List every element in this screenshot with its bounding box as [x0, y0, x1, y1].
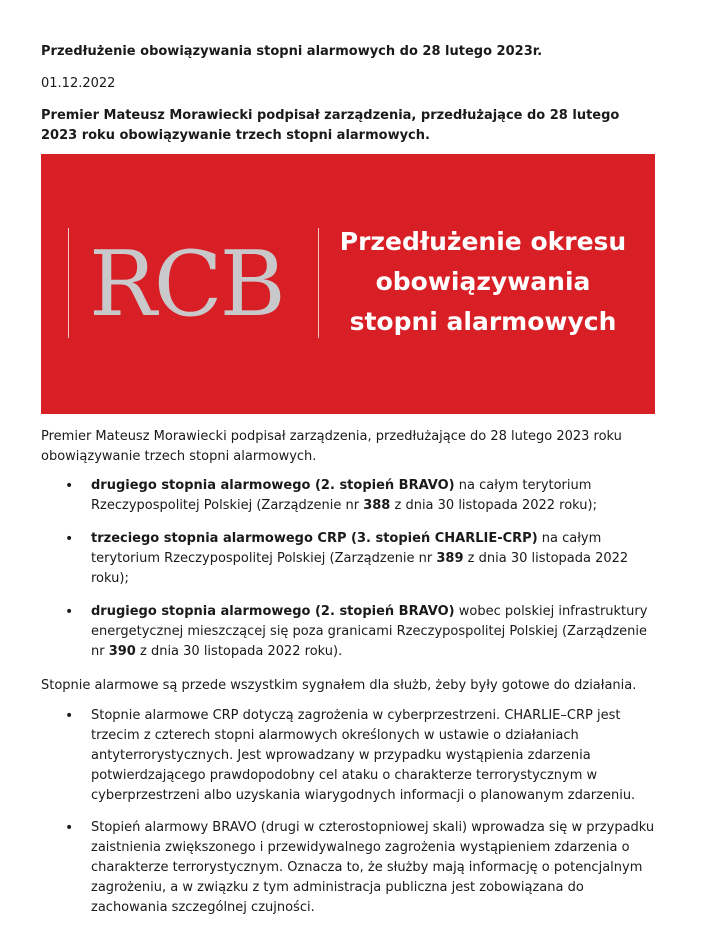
banner-headline — [333, 222, 633, 342]
banner-line-2: obowiązywania — [375, 267, 591, 296]
order-number: 388 — [363, 498, 391, 513]
document-date: 01.12.2022 — [41, 76, 116, 91]
orders-list — [41, 476, 661, 675]
list-item: • Stopnie alarmowe CRP dotyczą zagrożenia w cyberprzestrzeni. CHARLIE–CRP jest trzecim z czterech stopni alarmowych określonych w ustawie o działaniach antyterrorystycznych. Jest wprowadzany w przypadku wystąpienia zdarzenia potwierdzającego prawdopodobny cel ataku o charakterze terrorystycznym w cyberprzestrzeni albo uzyskania wiarygodnych informacji o planowanym zdarzeniu. — [41, 706, 661, 806]
order-level: trzeciego stopnia alarmowego CRP (3. stopień CHARLIE-CRP) — [91, 531, 538, 546]
order-number: 389 — [436, 551, 464, 566]
list-item — [41, 529, 661, 589]
order-scope: na całym terytorium Rzeczypospolitej Polskiej (Zarządzenie nr — [91, 478, 592, 513]
banner-line-1: Przedłużenie okresu — [339, 227, 627, 256]
explanations-list — [41, 706, 661, 930]
signal-paragraph: Stopnie alarmowe są przede wszystkim sygnałem dla służb, żeby były gotowe do działania. — [41, 678, 637, 693]
order-date: z dnia 30 listopada 2022 roku); — [91, 551, 629, 586]
intro-paragraph: Premier Mateusz Morawiecki podpisał zarządzenia, przedłużające do 28 lutego 2023 roku obowiązywanie trzech stopni alarmowych. — [41, 429, 622, 464]
order-date: z dnia 30 listopada 2022 roku). — [135, 644, 343, 659]
banner-divider-right — [318, 228, 319, 338]
order-scope: wobec polskiej infrastruktury energetycznej mieszczącej się poza granicami Rzeczypospolitej Polskiej (Zarządzenie nr — [91, 604, 648, 659]
order-level: drugiego stopnia alarmowego (2. stopień BRAVO) — [91, 604, 455, 619]
order-level: drugiego stopnia alarmowego (2. stopień BRAVO) — [91, 478, 455, 493]
rcb-logo: RCB — [89, 232, 283, 337]
order-number: 390 — [108, 644, 136, 659]
banner-line-3: stopni alarmowych — [349, 307, 617, 336]
order-scope: na całym terytorium Rzeczypospolitej Polskiej (Zarządzenie nr — [91, 531, 602, 566]
banner-divider-left — [68, 228, 69, 338]
list-item: • Stopień alarmowy BRAVO (drugi w czterostopniowej skali) wprowadza się w przypadku zaistnienia zwiększonego i przewidywalnego zagrożenia wystąpieniem zdarzenia o charakterze terrorystycznym. Oznacza to, że służby mają informację o potencjalnym zagrożeniu, a w związku z tym administracja publiczna jest zobowiązana do zachowania szczególnej czujności. — [41, 818, 661, 918]
list-item — [41, 476, 661, 516]
rcb-banner — [41, 154, 655, 414]
document-lead: Premier Mateusz Morawiecki podpisał zarządzenia, przedłużające do 28 lutego 2023 roku obowiązywanie trzech stopni alarmowych. — [41, 108, 620, 143]
document-title: Przedłużenie obowiązywania stopni alarmowych do 28 lutego 2023r. — [41, 44, 543, 59]
order-date: z dnia 30 listopada 2022 roku); — [390, 498, 597, 513]
list-item — [41, 602, 661, 662]
